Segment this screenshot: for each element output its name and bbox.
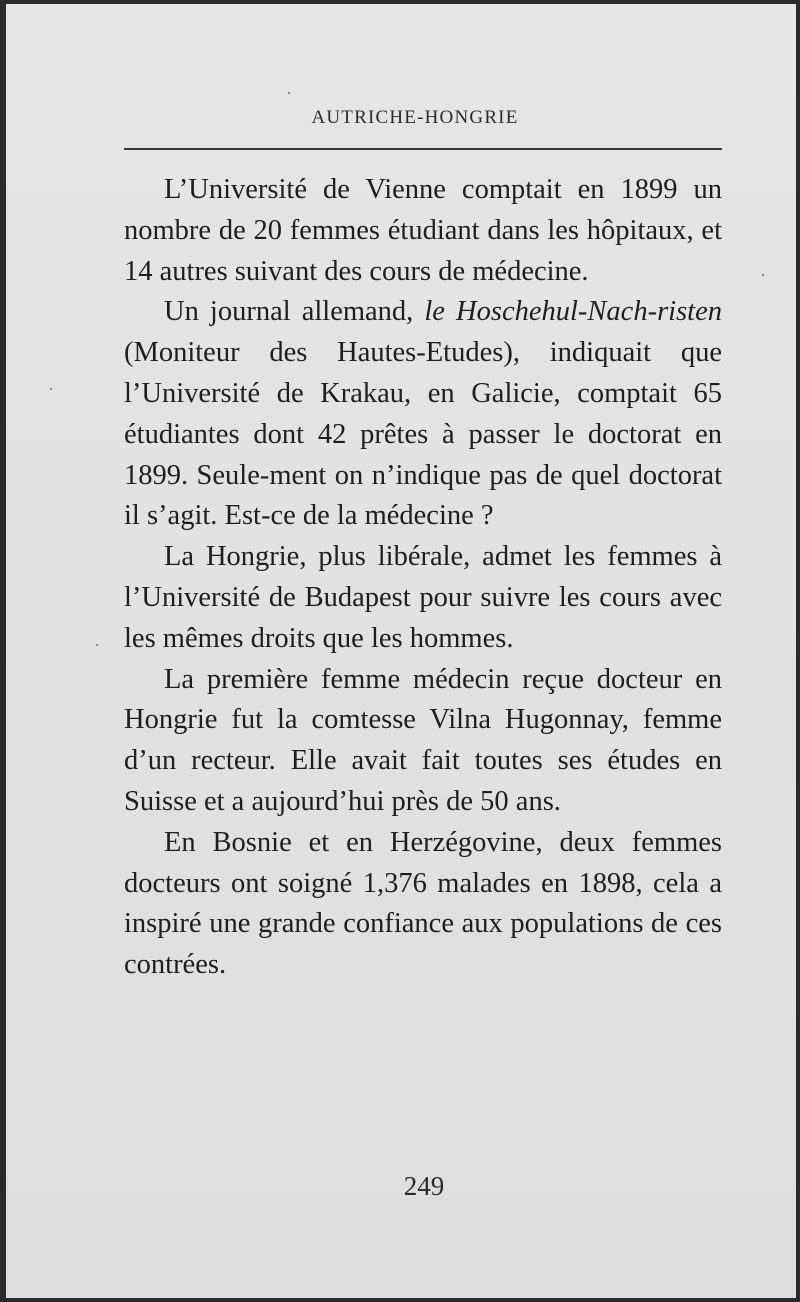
running-header: AUTRICHE-HONGRIE: [311, 107, 519, 128]
page-number: 249: [403, 1171, 445, 1201]
book-page: [6, 4, 796, 1298]
paper-speck: [762, 274, 764, 276]
paper-speck: [96, 644, 98, 646]
header-rule: [124, 148, 722, 150]
journal-title: le Hoschehul-Nach-risten: [424, 296, 722, 328]
paragraph-vienne: L’Université de Vienne comptait en 1899 un nombre de 20 femmes étudiant dans les hôpitaux, et 14 autres suivant des cours de médecine.: [124, 174, 722, 287]
paragraph-premiere-femme: La première femme médecin reçue docteur en Hongrie fut la comtesse Vilna Hugonnay, femme d’un recteur. Elle avait fait toutes ses études en Suisse et a aujourd’hui près de 50 ans.: [124, 663, 722, 817]
paragraph-hongrie: La Hongrie, plus libérale, admet les femmes à l’Université de Budapest pour suivre les cours avec les mêmes droits que les hommes.: [124, 541, 722, 654]
page-body: [124, 170, 722, 986]
paragraph-krakau-start: Un journal allemand,: [164, 296, 425, 328]
paper-speck: [288, 92, 290, 94]
paragraph-krakau-rest: (Moniteur des Hautes-Etudes), indiquait que l’Université de Krakau, en Galicie, comptait 65 étudiantes dont 42 prêtes à passer le doctorat en 1899. Seule-ment on n’indique pas de quel doctorat il s’agit. Est-ce de la médecine ?: [124, 337, 722, 532]
paper-speck: [50, 388, 52, 390]
paragraph-krakau: [124, 292, 722, 537]
paragraph-bosnie: En Bosnie et en Herzégovine, deux femmes docteurs ont soigné 1,376 malades en 1898, cela a inspiré une grande confiance aux populations de ces contrées.: [124, 826, 722, 981]
